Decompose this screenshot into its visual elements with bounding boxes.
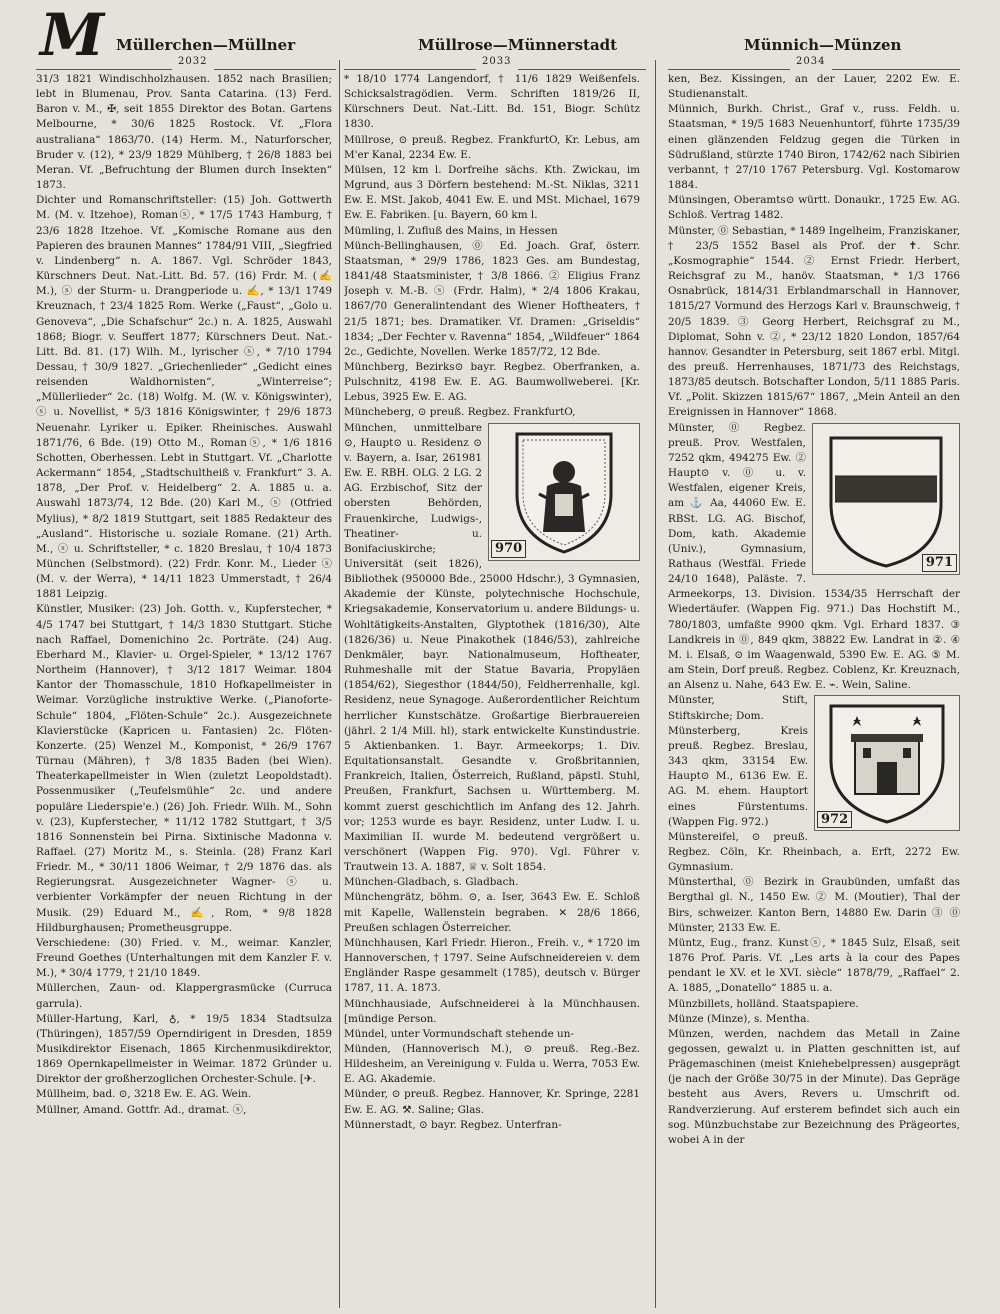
entry: Münzen, werden, nachdem das Metall in Zaine gegossen, gewalzt u. in Platten geschnitten ist, auf Prägemaschinen (meist Kniehebelpressen) ausgeprägt (je nach der Größe 30/75 in der Minute). Das Gepräge besteht aus Avers, Revers u. Umschrift od. Randverzierung. Auf ersterem befindet sich auch ein sog. Münzbuchstabe zur Bezeichnung des Prägeortes, wobei A in der xyxy=(668,1027,960,1146)
page-number-2032: 2032 xyxy=(178,56,208,67)
header-rule xyxy=(36,69,172,70)
header-rule xyxy=(518,69,646,70)
entry: Münzbillets, holländ. Staatspapiere. xyxy=(668,997,859,1010)
entry: ken, Bez. Kissingen, an der Lauer, 2202 Ew. E. Studienanstalt. xyxy=(668,73,960,101)
figure-number: 971 xyxy=(922,554,957,571)
figure-number: 970 xyxy=(491,540,526,557)
entry: Müntz, Eug., franz. Kunstⓢ, * 1845 Sulz, Elsaß, seit 1876 Prof. Paris. Vf. „Les arts à la cour des Papes pendant le XV. et le XVI. siècle“ 1878/79, „Raffael“ 2. A. 1885, „Donatello“ 1885 u. a. xyxy=(668,936,960,995)
muenster-shield-icon xyxy=(813,424,959,574)
entry: Münchhausen, Karl Friedr. Hieron., Freih. v., * 1720 im Hannoverschen, † 1797. Seine Aufschneidereien v. dem Engländer Raspe gesammelt (1785), deutsch v. Bürger 1787, 11. A. 1873. xyxy=(344,936,640,995)
figure-number: 972 xyxy=(817,811,852,828)
entry: Münnerstadt, ⊙ bayr. Regbez. Unterfran- xyxy=(344,1118,562,1131)
entry: Münchberg, Bezirks⊙ bayr. Regbez. Oberfranken, a. Pulschnitz, 4198 Ew. E. AG. Baumwollweberei. [Kr. Lebus, 3925 Ew. E. AG. xyxy=(344,360,640,404)
entry: Mündel, unter Vormundschaft stehende un- xyxy=(344,1027,574,1040)
entry: Münchhausiade, Aufschneiderei à la Münchhausen. [mündige Person. xyxy=(344,997,640,1025)
entry: Münnich, Burkh. Christ., Graf v., russ. Feldh. u. Staatsman, * 19/5 1683 Neuenhuntorf, führte 1735/39 einen glänzenden Feldzug gegen die Türken in Südrußland, stürzte 1740 Biron, 1742/62 nach Sibirien verbannt, † 27/10 1767 Petersburg. Vgl. Kostomarow 1884. xyxy=(668,103,960,192)
entry: Dichter und Romanschriftsteller: (15) Joh. Gottwerth M. (M. v. Itzehoe), Romanⓢ, * 17/5 1743 Hamburg, † 23/6 1828 Itzehoe. Vf. „Komische Romane aus den Papieren des braunen Mannes“ 1784/91 VIII, „Siegfried v. Lindenberg“ n. A. 1867. Vgl. Schröder 1843, Kürschners Deut. Nat.-Litt. Bd. 57. (16) Frdr. M. (✍ M.), ⓢ der Sturm- u. Drangperiode u. ✍, * 13/1 1749 Kreuznach, † 23/4 1825 Rom. Werke („Faust“, „Golo u. Genoveva“, „Die Schafschur“ 2c.) n. A. 1825, Auswahl 1868; Biogr. v. Seuffert 1877; Kürschners Deut. Nat.-Litt. Bd. 81. (17) Wilh. M., lyrischer ⓢ, * 7/10 1794 Dessau, † 30/9 1827. „Griechenlieder“ „Gedicht eines reisenden Waldhornisten“, „Winterreise“; „Müllerlieder“ 2c. (18) Wolfg. M. (W. v. Königswinter), ⓢ u. Novellist, * 5/3 1816 Königswinter, † 29/6 1873 Neuenahr. Lyriker u. Epiker. Rheinisches. Auswahl 1871/76, 6 Bde. (19) Otto M., Romanⓢ, * 1/6 1816 Schotten, Oberhessen. Lebt in Stuttgart. Vf. „Charlotte Ackermann“ 1854, „Stadtschultheiß v. Frankfurt“ 3. A. 1878, „Der Prof. v. Heidelberg“ 2. A. 1885 u. a. Auswahl 1873/74, 12 Bde. (20) Karl M., ⓢ (Otfried Mylius), * 8/2 1819 Stuttgart, seit 1885 Redakteur des „Ausland“. Historische u. soziale Romane. (21) Arth. M., ⓢ u. Schriftsteller, * c. 1820 Breslau, † 10/4 1873 München (Selbstmord). (22) Frdr. Konr. M., Lieder ⓢ (M. v. der Werra), * 14/11 1823 Ummerstadt, † 26/4 1881 Leipzig. xyxy=(36,194,332,601)
entry: Müllerchen, Zaun- od. Klappergrasmücke (Curruca garrula). xyxy=(36,982,332,1010)
entry: Mülsen, 12 km l. Dorfreihe sächs. Kth. Zwickau, im Mgrund, aus 3 Dörfern bestehend: M.-St. Niklas, 3211 Ew. E. MSt. Jakob, 4041 Ew. E. und MSt. Michael, 1679 Ew. E. Fabriken. [u. Bayern, 60 km l. xyxy=(344,163,640,222)
entry: Münster, Stift, Stiftskirche; Dom. xyxy=(668,694,808,722)
entry: Münster, ⓪ Regbez. preuß. Prov. Westfalen, 7252 qkm, 494275 Ew. ② Haupt⊙ v. ⓪ u. v. Westfalen, eigener Kreis, am ⚓ Aa, 44060 Ew. E. RBSt. LG. AG. Bischof, Dom, kath. Akademie (Univ.), Gymnasium, Rathaus (Westfäl. Friede 24/10 1648), Paläste. 7. Armeekorps, 13. Division. 1534/35 Herrschaft der Wiedertäufer. (Wappen Fig. 971.) Das Hochstift M., 780/1803, umfaßte 9900 qkm. Vgl. Erhard 1837. ③ Landkreis in ⓪, 849 qkm, 38822 Ew. Landrat in ②. ④ M. i. Elsaß, ⊙ im Waagenwald, 5390 Ew. E. AG. ⑤ M. am Stein, Dorf preuß. Regbez. Coblenz, Kr. Kreuznach, an Alsenz u. Nahe, 643 Ew. E. ⌁. Wein, Saline. xyxy=(668,421,960,692)
entry: Münsterberg, Kreis preuß. Regbez. Breslau, 343 qkm, 33154 Ew. Haupt⊙ M., 6136 Ew. E. AG. M. ehem. Hauptort eines Fürstentums. (Wappen Fig. 972.) xyxy=(668,724,808,828)
column-1 xyxy=(36,72,332,1304)
header-rule xyxy=(832,69,960,70)
munich-shield-icon xyxy=(489,424,639,560)
coat-of-arms-munich xyxy=(488,423,640,561)
entry: 31/3 1821 Windischholzhausen. 1852 nach Brasilien; lebt in Blumenau, Prov. Santa Catarina. (13) Ferd. Baron v. M., ✠, seit 1855 Direktor des Botan. Gartens Melbourne, * 30/6 1825 Rostock. Vf. „Flora australiana“ 1863/70. (14) Herm. M., Naturforscher, Bruder v. (12), * 23/9 1829 Mühlberg, † 26/8 1883 bei Meran. Vf. „Befruchtung der Blumen durch Insekten“ 1873. xyxy=(36,73,332,192)
entry: Münchengrätz, böhm. ⊙, a. Iser, 3643 Ew. E. Schloß mit Kapelle, Wallenstein begraben. ✕ 28/6 1866, Preußen schlagen Österreicher. xyxy=(344,891,640,934)
entry: Müllheim, bad. ⊙, 3218 Ew. E. AG. Wein. xyxy=(36,1088,252,1101)
entry: Münze (Minze), s. Mentha. xyxy=(668,1012,810,1025)
coat-of-arms-muenster xyxy=(812,423,960,575)
header-rule xyxy=(668,69,790,70)
page-number-2034: 2034 xyxy=(796,56,826,67)
entry: Verschiedene: (30) Fried. v. M., weimar. Kanzler, Freund Goethes (Unterhaltungen mit dem Kanzler F. v. M.), * 30/4 1779, † 21/10 1849. xyxy=(36,936,332,980)
entry: Münch-Bellinghausen, ⓪ Ed. Joach. Graf, österr. Staatsman, * 29/9 1786, 1823 Ges. am Bundestag, 1841/48 Staatsminister, † 3/8 1866. ② Eligius Franz Joseph v. M.-B. ⓢ (Frdr. Halm), * 2/4 1806 Krakau, 1867/70 Generalintendant des Wiener Hoftheaters, † 21/5 1871; bes. Dramatiker. Vf. Dramen: „Griseldis“ 1834; „Der Fechter v. Ravenna“ 1854, „Wildfeuer“ 1864 2c., Gedichte, Novellen. Werke 1857/72, 12 Bde. xyxy=(344,239,640,358)
entry: Münster, ⓪ Sebastian, * 1489 Ingelheim, Franziskaner, † 23/5 1552 Basel als Prof. der ✝. Schr. „Kosmographie“ 1544. ② Ernst Friedr. Herbert, Reichsgraf zu M., hanöv. Staatsman, * 1/3 1766 Osnabrück, 1814/31 Erblandmarschall in Hannover, 1815/27 Vormund des Herzogs Karl v. Braunschweig, † 20/5 1839. ③ Georg Herbert, Reichsgraf zu M., Diplomat, Sohn v. ②, * 23/12 1820 London, 1857/64 hannov. Gesandter in Petersburg, seit 1867 erbl. Mitgl. des preuß. Herrenhauses, 1871/73 des Reichstags, 1873/85 deutsch. Botschafter London, 5/11 1885 Paris. Vf. „Polit. Skizzen 1815/67“ 1867, „Mein Anteil an den Ereignissen in Hannover“ 1868. xyxy=(668,224,960,419)
coat-of-arms-muensterberg xyxy=(814,695,960,831)
column-divider xyxy=(339,60,340,1308)
entry: Münsterthal, ⓪ Bezirk in Graubünden, umfaßt das Bergthal gl. N., 1450 Ew. ② M. (Moutier), Thal der Birs, schweizer. Kanton Bern, 14880 Ew. Darin ③ ⓪ Münster, 2133 Ew. E. xyxy=(668,876,960,934)
entry: Münder, ⊙ preuß. Regbez. Hannover, Kr. Springe, 2281 Ew. E. AG. ⚒. Saline; Glas. xyxy=(344,1088,640,1116)
column-2 xyxy=(344,72,640,1304)
running-head-center: Müllrose—Münnerstadt xyxy=(418,36,618,54)
column-3 xyxy=(668,72,960,1304)
running-head-left: Müllerchen—Müllner xyxy=(116,36,296,54)
entry: München, unmittelbare ⊙, Haupt⊙ u. Residenz ⊙ v. Bayern, a. Isar, 261981 Ew. E. RBH. OLG. 2 LG. 2 AG. Erzbischof, Sitz der obersten Behörden, Frauenkirche, Ludwigs-, Theatiner- u. Bonifaciuskirche; Universität (seit 1826), Bibliothek (950000 Bde., 25000 Hdschr.), 3 Gymnasien, Akademie der Künste, polytechnische Hochschule, Kriegsakademie, Konservatorium u. andere Bildungs- u. Wohltätigkeits-Anstalten, Glyptothek (1816/30), Alte (1826/36) u. Neue Pinakothek (1846/53), zahlreiche Denkmäler, bayr. Nationalmuseum, Hoftheater, Ruhmeshalle mit der Statue Bavaria, Propyläen (1854/62), Siegesthor (1844/50), Feldherrenhalle, kgl. Residenz, neue Synagoge. Außerordentlicher Reichtum herrlicher Kunstschätze. Großartige Bierbrauereien (jährl. 2 1/4 Mill. hl), stark entwickelte Kunstindustrie. 5 Aktienbanken. 1. Bayr. Armeekorps; 1. Div. Equitationsanstalt. Gesandte v. Großbritannien, Frankreich, Italien, Österreich, Rußland, päpstl. Stuhl, Preußen, Frankfurt, Sachsen u. Württemberg. M. kommt zuerst geschichtlich im Anfang des 12. Jahrh. vor; 1253 wurde es bayr. Residenz, unter Ludw. I. u. Maximilian II. wurde M. bedeutend vergrößert u. verschönert (Wappen Fig. 970). Vgl. Führer v. Trautwein 13. A. 1887, ♕ v. Solt 1854. xyxy=(344,421,640,874)
entry: Müllner, Amand. Gottfr. Ad., dramat. ⓢ, xyxy=(36,1103,247,1116)
header-rule xyxy=(344,69,476,70)
entry: Mümling, l. Zufluß des Mains, in Hessen xyxy=(344,224,558,237)
column-divider xyxy=(655,60,656,1308)
entry: München-Gladbach, s. Gladbach. xyxy=(344,876,519,889)
entry: Münden, (Hannoverisch M.), ⊙ preuß. Reg.-Bez. Hildesheim, an Vereinigung v. Fulda u. Werra, 7053 Ew. E. AG. Akademie. xyxy=(344,1043,640,1086)
entry: Müllrose, ⊙ preuß. Regbez. FrankfurtO, Kr. Lebus, am M'er Kanal, 2234 Ew. E. xyxy=(344,133,640,161)
entry: Müncheberg, ⊙ preuß. Regbez. FrankfurtO, xyxy=(344,406,576,419)
entry: Münstereifel, ⊙ preuß. Regbez. Cöln, Kr. Rheinbach, a. Erft, 2272 Ew. Gymnasium. xyxy=(668,830,960,874)
entry: Künstler, Musiker: (23) Joh. Gotth. v., Kupferstecher, * 4/5 1747 bei Stuttgart, † 14/3 1830 Stuttgart. Stiche nach Raffael, Domenichino 2c. Porträte. (24) Aug. Eberhard M., Klavier- u. Orgel-Spieler, * 13/12 1767 Northeim (Hannover), † 3/12 1817 Weimar. 1804 Kantor der Thomasschule, 1810 Hofkapellmeister in Weimar. Vorzügliche instruktive Werke. („Pianoforte-Schule“ 1804, „Flöten-Schule“ 2c.). Ausgezeichnete Klavierstücke (Kapricen u. Fantasien) 2c. Flöten-Konzerte. (25) Wenzel M., Komponist, * 26/9 1767 Türnau (Mähren), † 3/8 1835 Baden (bei Wien). Theaterkapellmeister in Wien (zuletzt Leopoldstadt). Possenmusiker („Teufelsmühle“ 2c. und andere populäre Liederspie'e.) (26) Joh. Friedr. Wilh. M., Sohn v. (23), Kupferstecher, * 11/12 1782 Stuttgart, † 3/5 1816 Sonnenstein bei Pirna. Sixtinische Madonna v. Raffael. (27) Moritz M., s. Steinla. (28) Franz Karl Friedr. M., * 30/11 1806 Weimar, † 2/9 1876 das. als Regierungsrat. Ausgezeichneter Wagner-ⓢ u. verbienter Vorkämpfer der neuen Richtung in der Musik. (29) Eduard M., ✍, Rom, * 9/8 1828 Hildburghausen; Prometheusgruppe. xyxy=(36,603,332,934)
section-letter: M xyxy=(40,1,105,69)
page-number-2033: 2033 xyxy=(482,56,512,67)
header-rule xyxy=(214,69,336,70)
entry: Müller-Hartung, Karl, ♁, * 19/5 1834 Stadtsulza (Thüringen), 1857/59 Operndirigent in Dresden, 1859 Musikdirektor Eisenach, 1865 Kirchenmusikdirektor, 1869 Opernkapellmeister in Weimar. 1872 Gründer u. Direktor der großherzoglichen Orchester-Schule. [✈. xyxy=(36,1012,332,1086)
entry: * 18/10 1774 Langendorf, † 11/6 1829 Weißenfels. Schicksalstragödien. Verm. Schriften 1819/26 II, Kürschners Deut. Nat.-Litt. Bd. 151, Biogr. Schütz 1830. xyxy=(344,73,640,131)
entry: Münsingen, Oberamts⊙ württ. Donaukr., 1725 Ew. AG. Schloß. Vertrag 1482. xyxy=(668,194,960,222)
running-head-right: Münnich—Münzen xyxy=(744,36,902,54)
